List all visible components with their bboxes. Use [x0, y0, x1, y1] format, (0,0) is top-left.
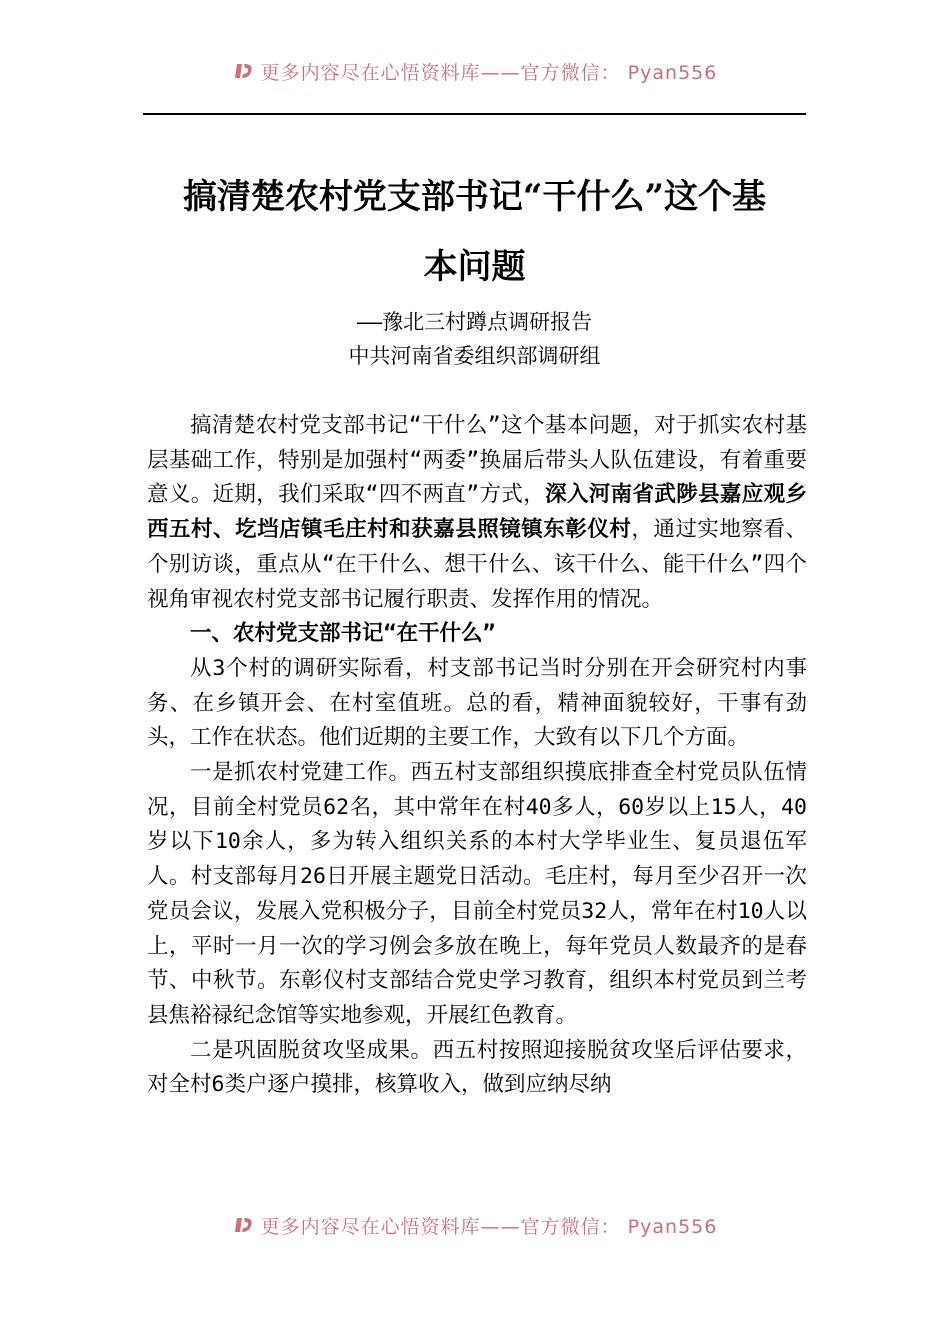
intro-bold-text: 深入河南省武陟县嘉应观乡西五村、圪垱店镇毛庄村和获嘉县照镜镇东彰仪村	[147, 482, 807, 543]
document-title	[143, 162, 806, 302]
watermark-logo-icon	[233, 1215, 257, 1237]
watermark-text: 更多内容尽在心悟资料库——官方微信： Pyan556	[260, 62, 718, 84]
paragraph-poverty: 二是巩固脱贫攻坚成果。西五村按照迎接脱贫攻坚后评估要求，对全村6类户逐户摸排，核算收入，做到应纳尽纳	[147, 1037, 807, 1098]
watermark-text: 更多内容尽在心悟资料库——官方微信： Pyan556	[260, 1216, 718, 1238]
title-line-1: 搞清楚农村党支部书记“干什么”这个基	[182, 177, 767, 217]
watermark-footer	[0, 1212, 950, 1239]
paragraph-intro	[147, 409, 807, 617]
intro-text-a: 搞清楚农村党支部书记“干什么”这个基本问题，对于抓实农村基层基础工作，特别是加强村“两委”换届后带头人队伍建设，有着重要意义。近期，我们采取“四不两直”方式，	[147, 413, 807, 508]
section-heading-1: 一、农村党支部书记“在干什么”	[190, 621, 496, 647]
watermark-header	[0, 58, 950, 85]
watermark-logo-icon	[233, 61, 257, 83]
paragraph-party-building: 一是抓农村党建工作。西五村支部组织摸底排查全村党员队伍情况，目前全村党员62名，其中常年在村40多人，60岁以上15人，40岁以下10余人，多为转入组织关系的本村大学毕业生、复员退伍军人。村支部每月26日开展主题党日活动。毛庄村，每月至少召开一次党员会议，发展入党积极分子，目前全村党员32人，常年在村10人以上，平时一月一次的学习例会多放在晚上，每年党员人数最齐的是春节、中秋节。东彰仪村支部结合党史学习教育，组织本村党员到兰考县焦裕禄纪念馆等实地参观，开展红色教育。	[147, 760, 807, 1028]
header-rule	[143, 113, 806, 115]
title-line-2: 本问题	[423, 247, 526, 287]
paragraph-overview: 从3个村的调研实际看，村支部书记当时分别在开会研究村内事务、在乡镇开会、在村室值班。总的看，精神面貌较好，干事有劲头，工作在状态。他们近期的主要工作，大致有以下几个方面。	[147, 655, 807, 751]
intro-text-b: ，通过实地察看、个别访谈，重点从“在干什么、想干什么、该干什么、能干什么”四个视角审视农村党支部书记履行职责、发挥作用的情况。	[147, 517, 807, 612]
document-body	[147, 409, 807, 1103]
author-line: 中共河南省委组织部调研组	[348, 344, 601, 368]
subtitle: ——豫北三村蹲点调研报告	[356, 310, 593, 334]
